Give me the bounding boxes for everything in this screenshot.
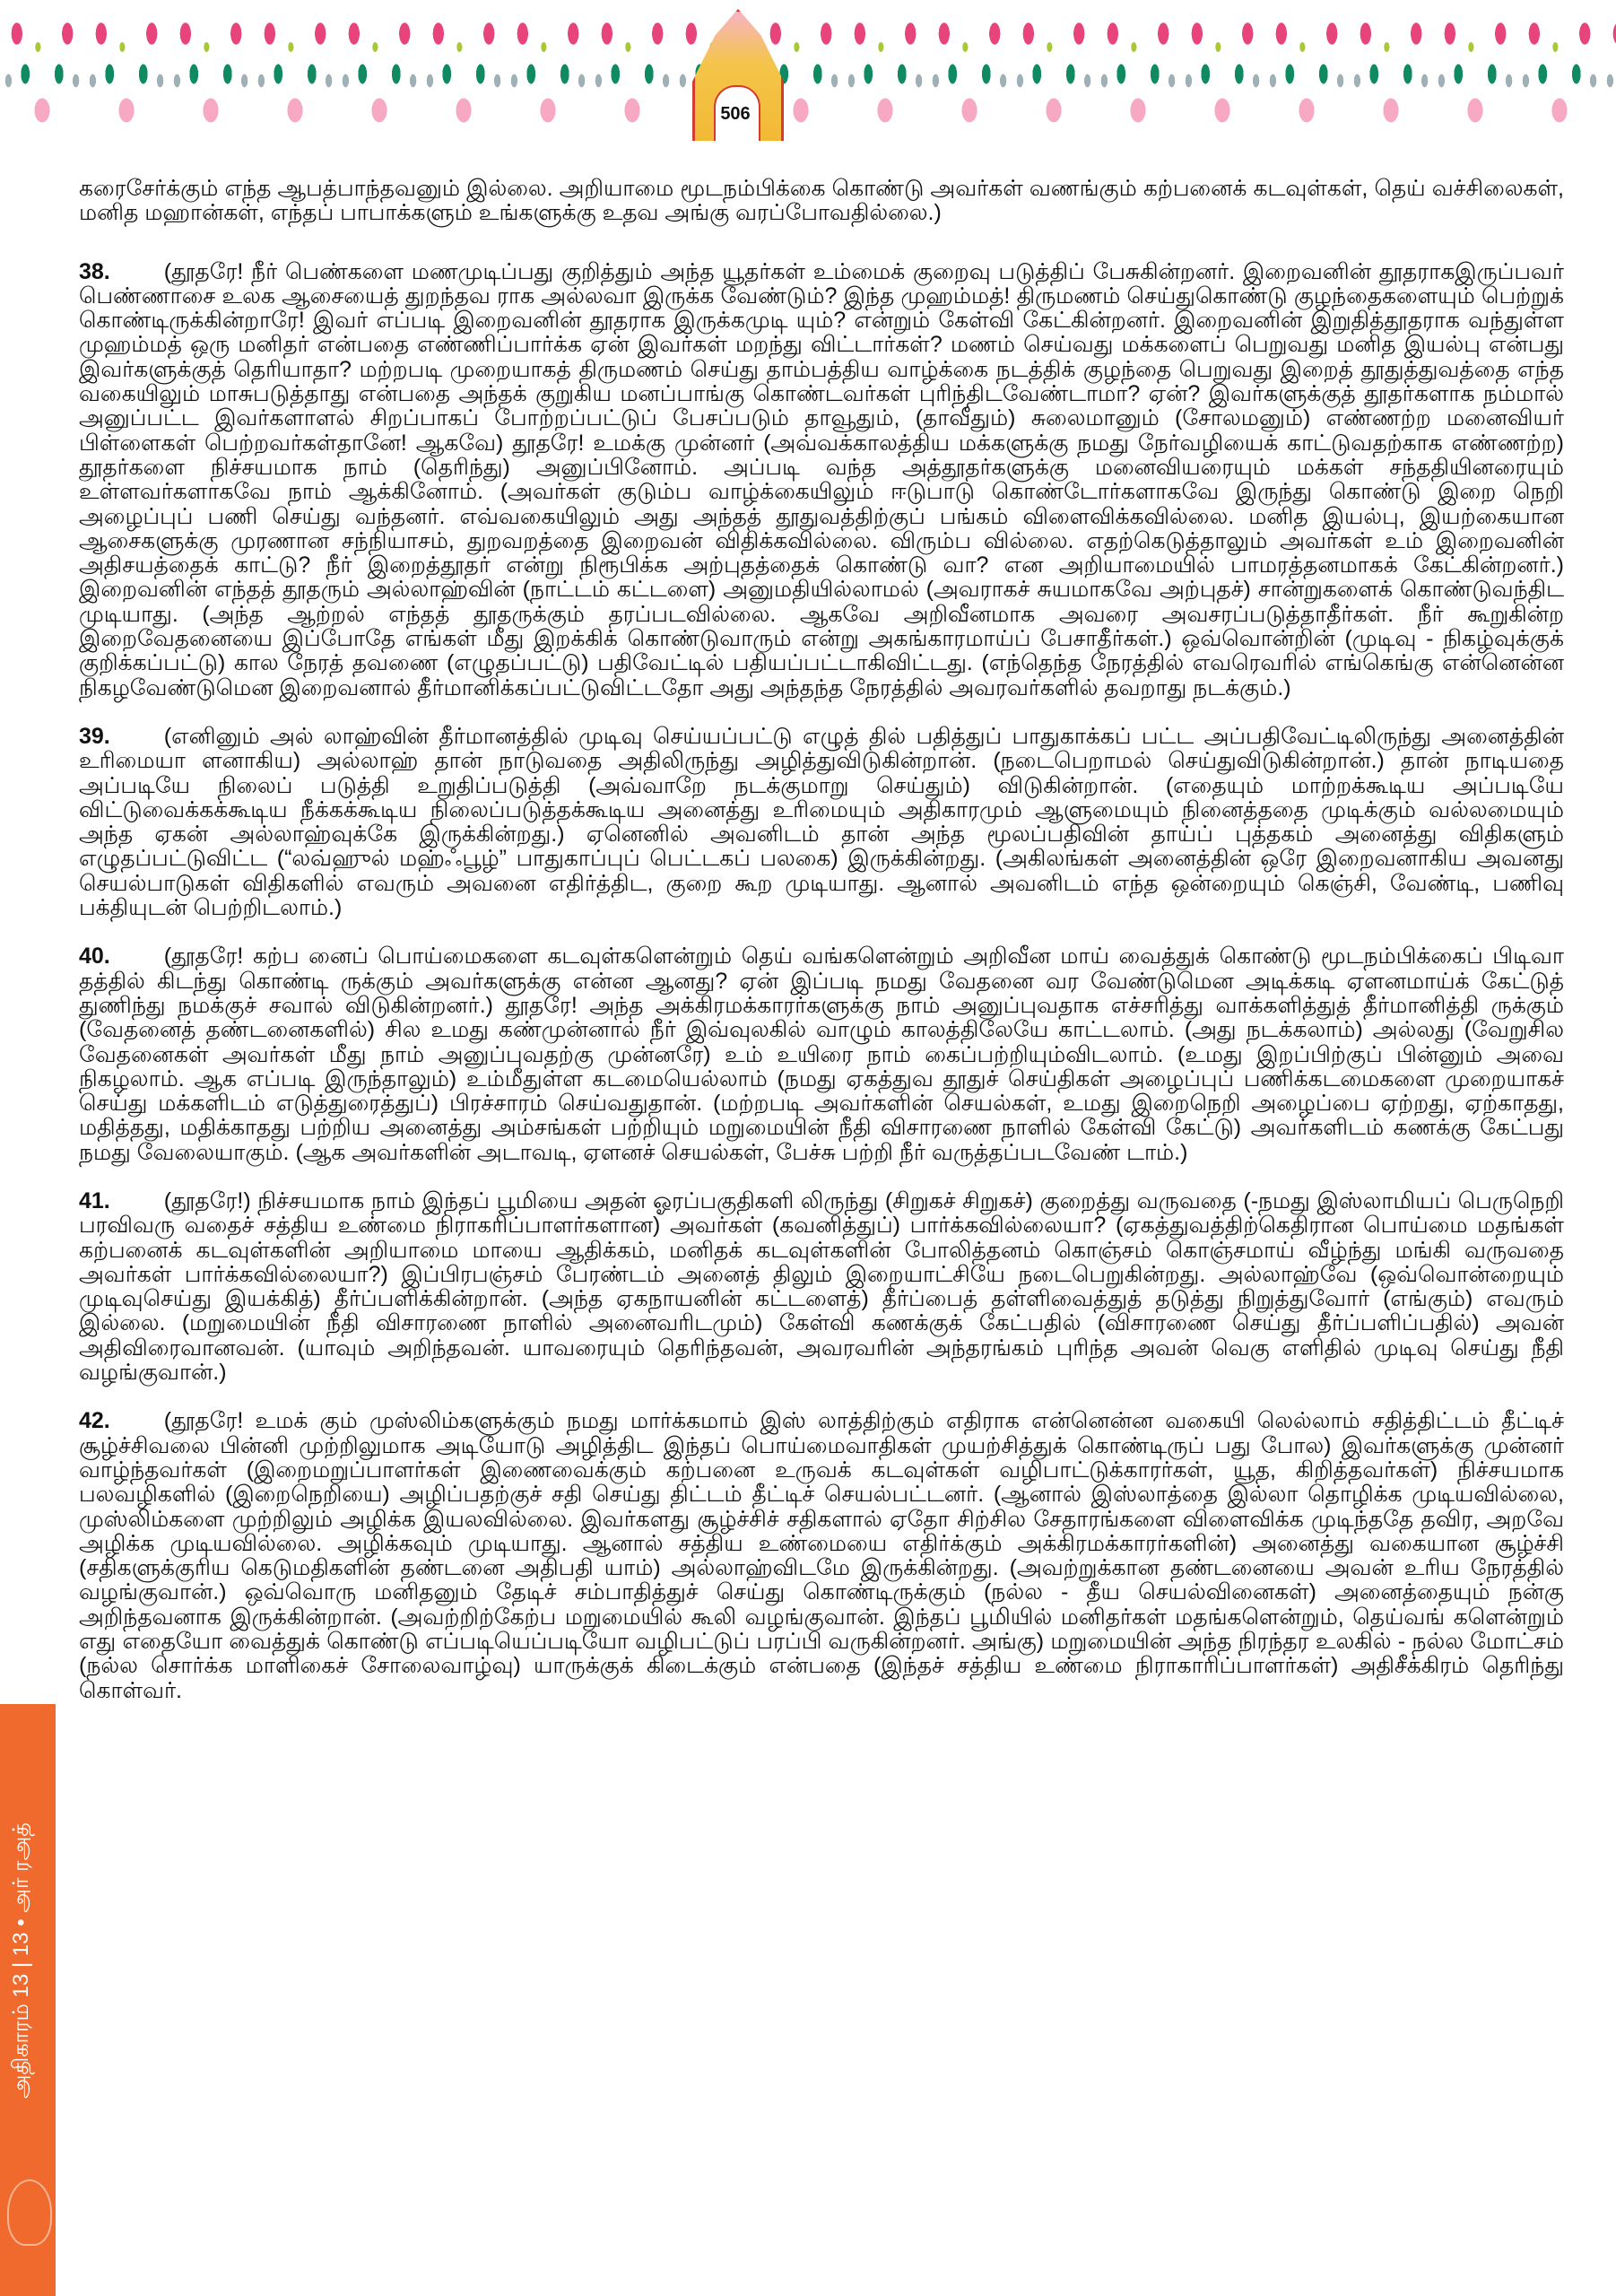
paragraph-text: (தூதரே! உமக் கும் முஸ்லிம்களுக்கும் நமது மார்க்கமாம் இஸ் லாத்திற்கும் எதிராக என்னென்ன வகையி லெல்லாம் சதித்திட்டம் தீட்டிச் சூழ்ச்சிவலை பின்னி முற்றிலுமாக அடியோடு அழித்திட இந்தப் பொய்மைவாதிகள் முயற்சித்துக் கொண்டிருப் பது போல) இவர்களுக்கு முன்னர் வாழ்ந்தவர்கள் (இறைமறுப்பாளர்கள் இணைவைக்கும் கற்பனை உருவக் கடவுள்கள் வழிபாட்டுக்காரர்கள், யூத, கிறித்தவர்கள்) நிச்சயமாக பலவழிகளில் (இறைநெறியை) அழிப்பதற்குச் சதி செய்து திட்டம் தீட்டிச் செயல்பட்டனர். (ஆனால் இஸ்லாத்தை இல்லா தொழிக்க முடியவில்லை, முஸ்லிம்களை முற்றிலும் அழிக்க இயலவில்லை. இவர்களது சூழ்ச்சிச் சதிகளால் ஏதோ சிற்சில சேதாரங்களை விளைவிக்க முடிந்ததே தவிர, அறவே அழிக்க முடியவில்லை. அழிக்கவும் முடியாது. ஆனால் சத்திய உண்மையை எதிர்க்கும் அக்கிரமக்காரர்களின்) அனைத்து வகையான சூழ்ச்சி (சதிகளுக்குரிய கெடுமதிகளின் தண்டனை அதிபதி யாம்) அல்லாஹ்விடமே இருக்கின்றது. (அவற்றுக்கான தண்டனையை அவன் உரிய நேரத்தில் வழங்குவான்.) ஒவ்வொரு மனிதனும் தேடிச் சம்பாதித்துச் செய்து கொண்டிருக்கும் (நல்ல - தீய செயல்வினைகள்) அனைத்தையும் நன்கு அறிந்தவனாக இருக்கின்றான். (அவற்றிற்கேற்ப மறுமையில் கூலி வழங்குவான். இந்தப் பூமியில் மனிதர்கள் மதங்களென்றும், தெய்வங் களென்றும் எது எதையோ வைத்துக் கொண்டு எப்படியெப்படியோ வழிபட்டுப் பரப்பி வருகின்றனர். அங்கு) மறுமையின் அந்த நிரந்தர உலகில் - நல்ல மோட்சம் (நல்ல சொர்க்க மாளிகைச் சோலைவாழ்வு) யாருக்குக் கிடைக்கும் என்பதை (இந்தச் சத்திய உண்மை நிராகாரிப்பாளர்கள்) அதிசீக்கிரம் தெரிந்து கொள்வர். [79,1408,1564,1703]
verse-paragraph-42 [79,1409,1564,1703]
floral-header-banner [0,0,1616,136]
chapter-side-label [9,2063,45,2099]
verse-number: 40. [79,944,110,970]
verse-paragraph-39 [79,725,1564,920]
paragraph-text: (தூதரே! கற்ப னைப் பொய்மைகளை கடவுள்களென்றும் தெய் வங்களென்றும் அறிவீன மாய் வைத்துக் கொண்டு மூடநம்பிக்கைப் பிடிவா தத்தில் கிடந்து கொண்டி ருக்கும் அவர்களுக்கு என்ன ஆனது? ஏன் இப்படி நமது வேதனை வர வேண்டுமென அடிக்கடி ஏளனமாய்க் கேட்டுத் துணிந்து நமக்குச் சவால் விடுகின்றனர்.) தூதரே! அந்த அக்கிரமக்காரர்களுக்கு நாம் அனுப்புவதாக எச்சரித்து வாக்களித்துத் தீர்மானித்தி ருக்கும் (வேதனைத் தண்டனைகளில்) சில உமது கண்முன்னால் நீர் இவ்வுலகில் வாழும் காலத்திலேயே காட்டலாம். (அது நடக்கலாம்) அல்லது (வேறுசில வேதனைகள் அவர்கள் மீது நாம் அனுப்புவதற்கு முன்னரே) உம் உயிரை நாம் கைப்பற்றியும்விடலாம். (உமது இறப்பிற்குப் பின்னும் அவை நிகழலாம். ஆக எப்படி இருந்தாலும்) உம்மீதுள்ள கடமையெல்லாம் (நமது ஏகத்துவ தூதுச் செய்திகள் அழைப்புப் பணிக்கடமைகளை முறையாகச் செய்து மக்களிடம் எடுத்துரைத்துப்) பிரச்சாரம் செய்வதுதான். (மற்றபடி அவர்களின் செயல்கள், உமது இறைநெறி அழைப்பை ஏற்றது, ஏற்காதது, மதித்தது, மதிக்காதது பற்றிய அனைத்து அம்சங்கள் பற்றியும் மறுமையின் நீதி விசாரணை நாளில் கேள்வி கேட்டு) அவர்களிடம் கணக்கு கேட்பது நமது வேலையாகும். (ஆக அவர்களின் அடாவடி, ஏளனச் செயல்கள், பேச்சு பற்றி நீர் வருத்தப்படவேண் டாம்.) [79,944,1565,1165]
verse-number: 39. [79,723,110,749]
verse-paragraph-38 [79,260,1564,700]
paragraph-text: (எனினும் அல் லாஹ்வின் தீர்மானத்தில் முடிவு செய்யப்பட்டு எழுத் தில் பதித்துப் பாதுகாக்கப் பட்ட அப்பதிவேட்டிலிருந்து அனைத்தின் உரிமையா ளனாகிய) அல்லாஹ் தான் நாடுவதை அதிலிருந்து அழித்துவிடுகின்றான். (நடைபெறாமல் செய்துவிடுகின்றான்.) தான் நாடியதை அப்படியே நிலைப் படுத்தி உறுதிப்படுத்தி (அவ்வாறே நடக்குமாறு செய்தும்) விடுகின்றான். (எதையும் மாற்றக்கூடிய அப்படியே விட்டுவைக்கக்கூடிய நீக்கக்கூடிய நிலைப்படுத்தக்கூடிய அனைத்து உரிமையும் அதிகாரமும் ஆளுமையும் நினைத்ததை முடிக்கும் வல்லமையும் அந்த ஏகன் அல்லாஹ்வுக்கே இருக்கின்றது.) ஏனெனில் அவனிடம் தான் அந்த மூலப்பதிவின் தாய்ப் புத்தகம் அனைத்து விதிகளும் எழுதப்பட்டுவிட்ட (“லவ்ஹுல் மஹ்ஃபூழ்” பாதுகாப்புப் பெட்டகப் பலகை) இருக்கின்றது. (அகிலங்கள் அனைத்தின் ஒரே இறைவனாகிய அவனது செயல்பாடுகள் விதிகளில் எவரும் அவனை எதிர்த்திட, குறை கூற முடியாது. ஆனால் அவனிடம் எந்த ஒன்றையும் கெஞ்சி, வேண்டி, பணிவு பக்தியுடன் பெற்றிடலாம்.) [79,723,1564,921]
verse-paragraph-41 [79,1189,1564,1385]
verse-number: 42. [79,1408,110,1434]
paragraph-text: (தூதரே! நீர் பெண்களை மணமுடிப்பது குறித்தும் அந்த யூதர்கள் உம்மைக் குறைவு படுத்திப் பேசுகின்றனர். இறைவனின் தூதராகஇருப்பவர் பெண்ணாசை உலக ஆசையைத் துறந்தவ ராக அல்லவா இருக்க வேண்டும்? இந்த முஹம்மத்! திருமணம் செய்துகொண்டு குழந்தைகளையும் பெற்றுக் கொண்டிருக்கின்றாரே! இவர் எப்படி இறைவனின் தூதராக இருக்கமுடி யும்? என்றும் கேள்வி கேட்கின்றனர். இறைவனின் இறுதித்தூதராக வந்துள்ள முஹம்மத் ஒரு மனிதர் என்பதை எண்ணிப்பார்க்க ஏன் இவர்கள் மறந்து விட்டார்கள்? மணம் செய்வது மக்களைப் பெறுவது மனித இயல்பு என்பது இவர்களுக்குத் தெரியாதா? மற்றபடி முறையாகத் திருமணம் செய்து தாம்பத்திய வாழ்க்கை நடத்திக் குழந்தை பெறுவது இறைத் தூதுத்துவத்தை எந்த வகையிலும் மாசுபடுத்தாது என்பதை அந்தக் குறுகிய மனப்பாங்கு கொண்டவர்கள் புரிந்திடவேண்டாமா? ஏன்? இவர்களுக்குத் தூதர்களாக நம்மால் அனுப்பட்ட இவர்களாளல் சிறப்பாகப் போற்றப்பட்டுப் பேசப்படும் தாவூதும், (தாவீதும்) சுலைமானும் (சோலமனும்) எண்ணற்ற மனைவியர் பிள்ளைகள் பெற்றவர்கள்தானே! ஆகவே) தூதரே! உமக்கு முன்னர் (அவ்வக்காலத்திய மக்களுக்கு நமது நேர்வழியைக் காட்டுவதற்காக எண்ணற்ற) தூதர்களை நிச்சயமாக நாம் (தெரிந்து) அனுப்பினோம். அப்படி வந்த அத்தூதர்களுக்கு மனைவியரையும் மக்கள் சந்ததியினரையும் உள்ளவர்களாகவே நாம் ஆக்கினோம். (அவர்கள் குடும்ப வாழ்க்கையிலும் ஈடுபாடு கொண்டோர்களாகவே இருந்து கொண்டு இறை நெறி அழைப்புப் பணி செய்து வந்தனர். எவ்வகையிலும் அது அந்தத் தூதுவத்திற்குப் பங்கம் விளைவிக்கவில்லை. மனித இயல்பு, இயற்கையான ஆசைகளுக்கு முரணான சந்நியாசம், துறவறத்தை இறைவன் விதிக்கவில்லை. விரும்ப வில்லை. எதற்கெடுத்தாலும் அவர்கள் உம் இறைவனின் அதிசயத்தைக் காட்டு? நீர் இறைத்தூதர் என்று நிரூபிக்க அற்புதத்தைக் கொண்டு வா? என அறியாமையில் பாமரத்தனமாகக் கேட்கின்றனர்.) இறைவனின் எந்தத் தூதரும் அல்லாஹ்வின் (நாட்டம் கட்டளை) அனுமதியில்லாமல் (அவராகச் சுயமாகவே அற்புதச்) சான்றுகளைக் கொண்டுவந்திட முடியாது. (அந்த ஆற்றல் எந்தத் தூதருக்கும் தரப்படவில்லை. ஆகவே அறிவீனமாக அவரை அவசரப்படுத்தாதீர்கள். நீர் கூறுகின்ற இறைவேதனையை இப்போதே எங்கள் மீது இறக்கிக் கொண்டுவாரும் என்று அகங்காரமாய்ப் பேசாதீர்கள்.) ஒவ்வொன்றின் (முடிவு - நிகழ்வுக்குக் குறிக்கப்பட்டு) கால நேரத் தவணை (எழுதப்பட்டு) பதிவேட்டில் பதியப்பட்டாகிவிட்டது. (எந்தெந்த நேரத்தில் எவரெவரில் எங்கெங்கு என்னென்ன நிகழவேண்டுமென இறைவனால் தீர்மானிக்கப்பட்டுவிட்டதோ அது அந்தந்த நேரத்தில் அவரவர்களில் தவறாது நடக்கும்.) [79,258,1564,700]
verse-paragraph-40 [79,944,1564,1165]
floral-ornament-icon [7,2179,52,2246]
paragraph-text: கரைசேர்க்கும் எந்த ஆபத்பாந்தவனும் இல்லை. அறியாமை மூடநம்பிக்கை கொண்டு அவர்கள் வணங்கும் கற்பனைக் கடவுள்கள், தெய் வச்சிலைகள், மனித மஹான்கள், எந்தப் பாபாக்களும் உங்களுக்கு உதவ அங்கு வரப்போவதில்லை.) [79,176,1564,226]
page-number: 506 [720,104,751,124]
verse-number: 38. [79,258,110,284]
verse-number: 41. [79,1187,110,1213]
paragraph-text: (தூதரே!) நிச்சயமாக நாம் இந்தப் பூமியை அதன் ஓரப்பகுதிகளி லிருந்து (சிறுகச் சிறுகச்) குறைத்து வருவதை (-நமது இஸ்லாமியப் பெருநெறி பரவிவரு வதைச் சத்திய உண்மை நிராகரிப்பாளர்களான) அவர்கள் (கவனித்துப்) பார்க்கவில்லையா? (ஏகத்துவத்திற்கெதிரான பொய்மை மதங்கள் கற்பனைக் கடவுள்களின் அறியாமை மாயை ஆதிக்கம், மனிதக் கடவுள்களின் போலித்தனம் கொஞ்சம் கொஞ்சமாய் வீழ்ந்து மங்கி வருவதை அவர்கள் பார்க்கவில்லையா?) இப்பிரபஞ்சம் பேரண்டம் அனைத் திலும் இறையாட்சியே நடைபெறுகின்றது. அல்லாஹ்வே (ஒவ்வொன்றையும் முடிவுசெய்து இயக்கித்) தீர்ப்பளிக்கின்றான். (அந்த ஏகநாயனின் கட்டளைத்) தீர்ப்பைத் தள்ளிவைத்துத் தடுத்து நிறுத்துவோர் (எங்கும்) எவரும் இல்லை. (மறுமையின் நீதி விசாரணை நாளில் அனைவரிடமும்) கேள்வி கணக்குக் கேட்பதில் (விசாரணை செய்து தீர்ப்பளிப்பதில்) அவன் அதிவிரைவானவன். (யாவும் அறிந்தவன். யாவரையும் தெரிந்தவன், அவரவரின் அந்தரங்கம் புரிந்த அவன் வெகு எளிதில் முடிவு செய்து நீதி வழங்குவான்.) [79,1187,1564,1386]
paragraph-continuation [79,177,1564,226]
page-body [79,177,1564,1727]
